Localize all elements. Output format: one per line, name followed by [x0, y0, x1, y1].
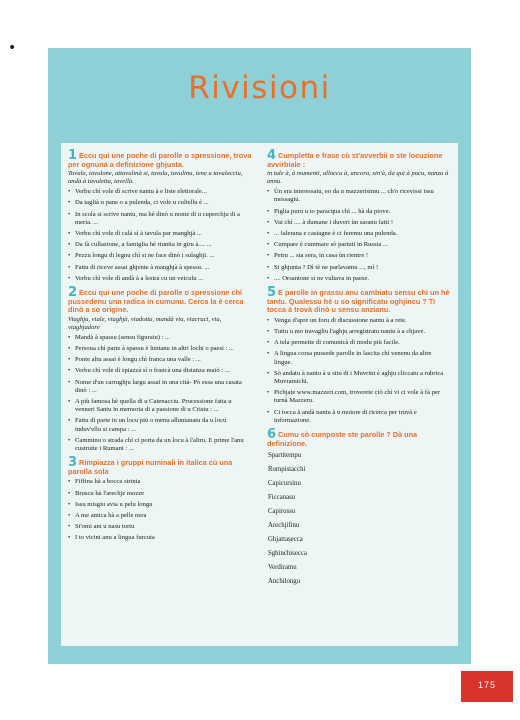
list-item: • Da fà cullazione, a famiglia hè riunita in giru à.... ...: [68, 241, 252, 249]
list-item: Ghjattasecca: [268, 536, 303, 544]
exercise-3-heading: [68, 455, 252, 476]
list-item: • A più famosa hè quella di u Catenacciu. Prucessione fatta u venneri Santu in memoria di a passione di u Cristu : ...: [68, 398, 252, 414]
exercise-6: [267, 427, 451, 586]
list-item: Verdiramu: [268, 564, 297, 572]
exercise-6-heading: [267, 427, 451, 448]
exercise-1-heading: [68, 148, 252, 169]
list-item: • Fattu di riceve assai ghjente à manghjà à spessu. ...: [68, 264, 252, 272]
page-title: Rivisioni: [188, 70, 331, 106]
list-item: Capicursinu: [268, 480, 301, 488]
list-item: • .... Orsantone si ne vultava in paese.: [267, 275, 451, 283]
list-item: • Da taglià u pane o a pulenda, ci vole u cultellu è ...: [68, 199, 252, 207]
exercise-4-number: 4: [267, 148, 277, 163]
exercise-2-word-list: Viaghju, viale, viaghjà, viadottu, mandà via, viacruci, via, viaghjadore: [68, 315, 222, 331]
exercise-panel: [61, 143, 458, 646]
right-column: [267, 148, 451, 592]
exercise-3-items: [68, 478, 252, 542]
list-item: • Bruscu hà l'arechje mozze: [68, 490, 252, 498]
list-item: • Ùn era interessatu, eo da u mazzerisimu ... ch'o ricevissi issu messagiu.: [267, 188, 451, 204]
exercise-3: [68, 455, 252, 542]
list-item: • Vai chì .... à dumane i duveri ùn saranu fatti !: [267, 219, 451, 227]
exercise-2-heading: [68, 285, 252, 315]
exercise-1-title: Eccu qui une poche di parolle o spressione, trova per ognuna a definizione ghjusta.: [68, 151, 252, 169]
page-number: 175: [477, 680, 497, 690]
list-item: • Piglia puru u to paracqua chì ... hà da piove.: [267, 208, 451, 216]
list-item: Rompistacchi: [268, 466, 306, 474]
list-item: • A lingua corsa pussede parolle in lascita chì venenu da altre lingue.: [267, 350, 451, 366]
exercise-2: [68, 285, 252, 453]
exercise-4-word-list: in tale à, à mumenti, alloccu à, ancora, sin'à, da quì à pocu, nanzu à annu.: [267, 170, 449, 186]
exercise-4-heading: [267, 148, 451, 169]
list-item: • Nome d'un carrughju largu assai in una cità- Pò essa una casata dinò : ...: [68, 379, 252, 395]
exercise-2-items: [68, 334, 252, 453]
list-item: • Fattu di parte in un locu più o menu alluntanatu da u locu induv'ellu si campa : ...: [68, 417, 252, 433]
list-item: • ... falerana e castagne è ci feremu una pulenda.: [267, 230, 451, 238]
list-item: • Camminu o strada chì ci porta da un locu à l'altru. E prime l'anu custruite i Rumani : ...: [68, 437, 252, 453]
list-item: • Verbu chì vole dì andà à a lestra cu un veiculu ...: [68, 275, 252, 283]
list-item: Sghinchisecca: [268, 550, 307, 558]
list-item: • Si ghjunta ? Dì tè ne parlavamu ..., mì !: [267, 264, 451, 272]
worksheet-page: [48, 48, 471, 664]
list-item: • Verbu chì vole dì calà sì à tavula par manghjà ...: [68, 230, 252, 238]
list-item: • Ci tocca à andà nantu à u motore di ricerca per truvà e informazione.: [267, 409, 451, 425]
list-item: • Mandà à spassu (sensu figuratu) : ...: [68, 334, 252, 342]
exercise-4-items: [267, 188, 451, 283]
page-number-box: [461, 671, 513, 702]
list-item: • Fiffina hà a bocca strinta: [68, 478, 252, 486]
exercise-2-number: 2: [68, 285, 78, 301]
list-item: • Petru ... sta sera, in casa ùn rientre !: [267, 252, 451, 260]
list-item: • I to vicini anu a lingua furcuta: [68, 534, 252, 542]
list-item: • A me amica hà a pelle nera: [68, 512, 252, 520]
exercise-1-word-list: Tavula, tavulone, attavulinà si, tavulu, tavulinu, tene u tavulacciu, andà à tavuletta, tavellà.: [68, 170, 243, 186]
exercise-5: [267, 285, 451, 425]
exercise-3-number: 3: [68, 455, 78, 471]
exercise-1: [68, 148, 252, 283]
list-item: • Tuttu u mo travagliu l'aghju arregistratu nantu à a chjave.: [267, 328, 451, 336]
exercise-6-words: [267, 452, 451, 586]
list-item: • Sò andatu à nantu à u situ di i Muvrini è aghju cliccatu a rubrica Muvramichi.: [267, 370, 451, 386]
exercise-6-title: Cumu sò cumposte ste parolle ? Dà una definizione.: [267, 430, 418, 448]
list-item: Ficcanasu: [268, 494, 296, 502]
exercise-5-title: E parolle in grassu anu cambiatu sensu chì un hè tantu. Qualessu hè u so significatu oghjincu ? Ti tocca à trovà dinò u sensu anzianu.: [267, 288, 450, 315]
list-item: Capirossu: [268, 508, 296, 516]
list-item: Arechjifinu: [268, 522, 300, 530]
list-item: • Persona chì parte à spassu è luntanu in altri lochi o paesi : ...: [68, 345, 252, 353]
list-item: • St'omi ani u nasu tortu: [68, 523, 252, 531]
list-item: • Pezzu longu di legnu chì si ne face dinò i sulaghji. ...: [68, 252, 252, 260]
list-item: • Issu misgiu avia u pelu longu: [68, 501, 252, 509]
exercise-5-heading: [267, 285, 451, 315]
list-item: • Pichjate www.mazzeri.com, troverete ciò chì vi ci vole à fà per turnà Mazzeru.: [267, 389, 451, 405]
list-item: • In scola si scrive nantu, ma hè dinò u nome di u cuperchju di a meria. ...: [68, 211, 252, 227]
exercise-1-items: [68, 188, 252, 283]
list-item: • Ponte altu assai è longu chì franca una valle : ...: [68, 356, 252, 364]
exercise-5-number: 5: [267, 285, 277, 301]
exercise-6-number: 6: [267, 427, 277, 443]
list-item: • Verbu chì vole dì scrive nantu à e liste elettorale...: [68, 188, 252, 196]
exercise-3-title: Rimpiazza i gruppi numinali in italica cù una parolla sola: [68, 458, 233, 476]
exercise-4-title: Cumpletta e frase cù st'avverbii o ste locuzione avvirbiale :: [267, 151, 443, 169]
list-item: • Vengu d'apre un foru di discussione nantu à a rete.: [267, 317, 451, 325]
stray-bullet: •: [8, 40, 17, 56]
list-item: Spartitempu: [268, 452, 302, 460]
exercise-5-items: [267, 317, 451, 425]
exercise-2-title: Eccu qui une poche di parolle o spressione chì pussedenu una radica in cumunu. Cerca la è cerca dinò a so origine.: [68, 288, 244, 315]
list-item: • Cumpare è cummare sò partuti in Russia ...: [267, 241, 451, 249]
left-column: [68, 148, 252, 549]
list-item: • A tela permette di comunicà di modu più facile.: [267, 339, 451, 347]
exercise-1-number: 1: [68, 148, 78, 163]
list-item: Anchilongu: [268, 578, 301, 586]
list-item: • Verbu chì vole dì spiazzà sì o francà una distanza maiò : ...: [68, 367, 252, 375]
exercise-4: [267, 148, 451, 283]
